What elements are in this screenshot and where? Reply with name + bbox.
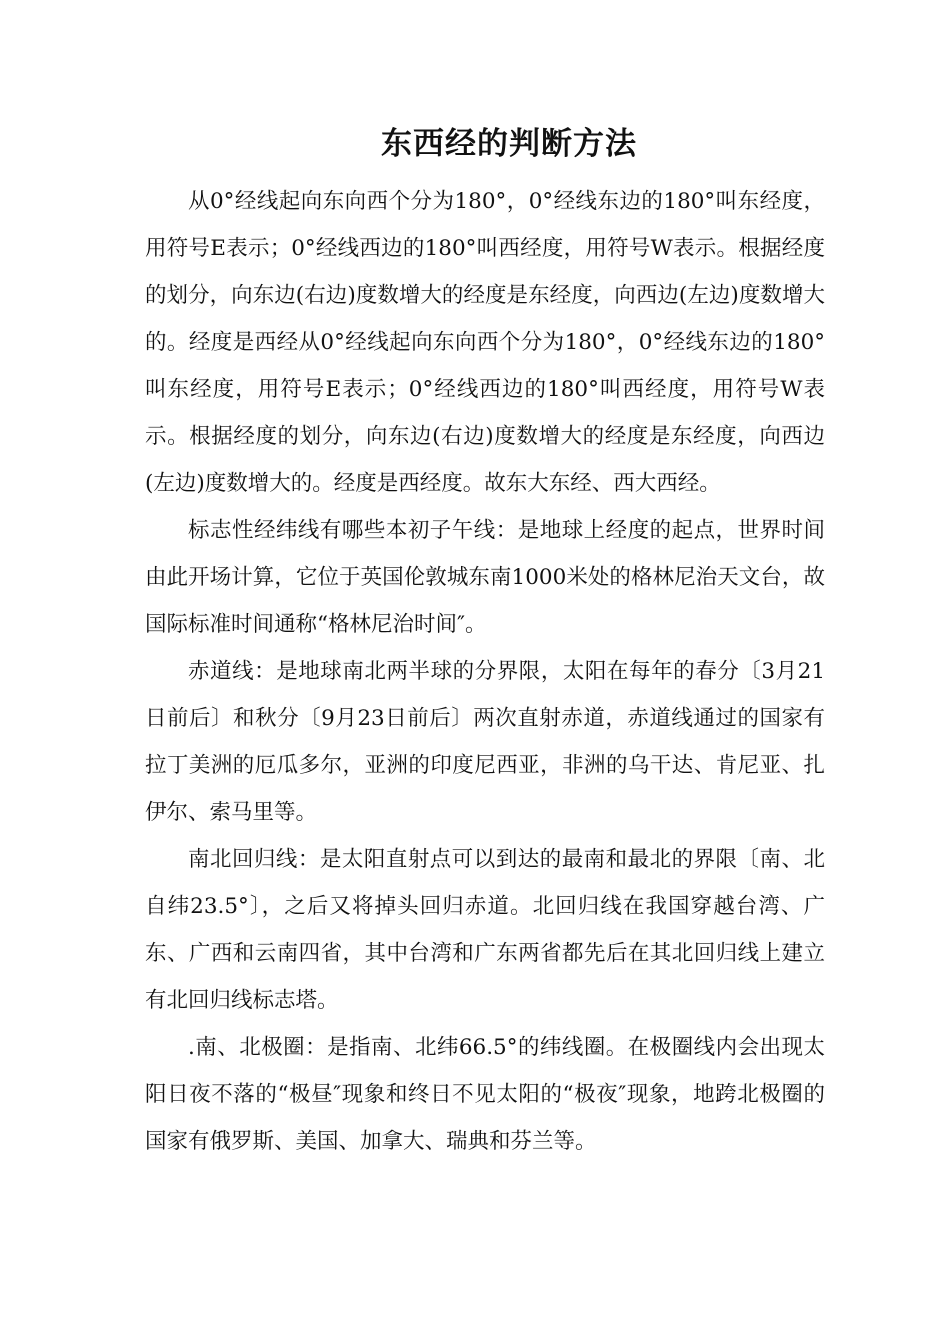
paragraph-equator: 赤道线：是地球南北两半球的分界限，太阳在每年的春分〔3月21日前后〕和秋分〔9月23日前后〕两次直射赤道，赤道线通过的国家有拉丁美洲的厄瓜多尔，亚洲的印度尼西亚，非洲的乌干达、肯尼亚、扎伊尔、索马里等。	[145, 659, 825, 825]
document-body	[145, 178, 825, 1165]
paragraph-longitude: 从0°经线起向东向西个分为180°，0°经线东边的180°叫东经度，用符号E表示；0°经线西边的180°叫西经度，用符号W表示。根据经度的划分，向东边(右边)度数增大的经度是东经度，向西边(左边)度数增大的。经度是西经从0°经线起向东向西个分为180°，0°经线东边的180°叫东经度，用符号E表示；0°经线西边的180°叫西经度，用符号W表示。根据经度的划分，向东边(右边)度数增大的经度是东经度，向西边(左边)度数增大的。经度是西经度。故东大东经、西大西经。	[145, 189, 825, 496]
paragraph-polar-circles: .南、北极圈：是指南、北纬66.5°的纬线圈。在极圈线内会出现太阳日夜不落的“极昼″现象和终日不见太阳的“极夜″现象，地跨北极圈的国家有俄罗斯、美国、加拿大、瑞典和芬兰等。	[145, 1035, 825, 1154]
paragraph-tropics: 南北回归线：是太阳直射点可以到达的最南和最北的界限〔南、北自纬23.5°〕，之后又将掉头回归赤道。北回归线在我国穿越台湾、广东、广西和云南四省，其中台湾和广东两省都先后在其北回归线上建立有北回归线标志塔。	[145, 847, 825, 1013]
document-title: 东西经的判断方法	[381, 126, 637, 162]
paragraph-prime-meridian: 标志性经纬线有哪些本初子午线：是地球上经度的起点，世界时间由此开场计算，它位于英国伦敦城东南1000米处的格林尼治天文台，故国际标准时间通称“格林尼治时间″。	[145, 518, 825, 637]
